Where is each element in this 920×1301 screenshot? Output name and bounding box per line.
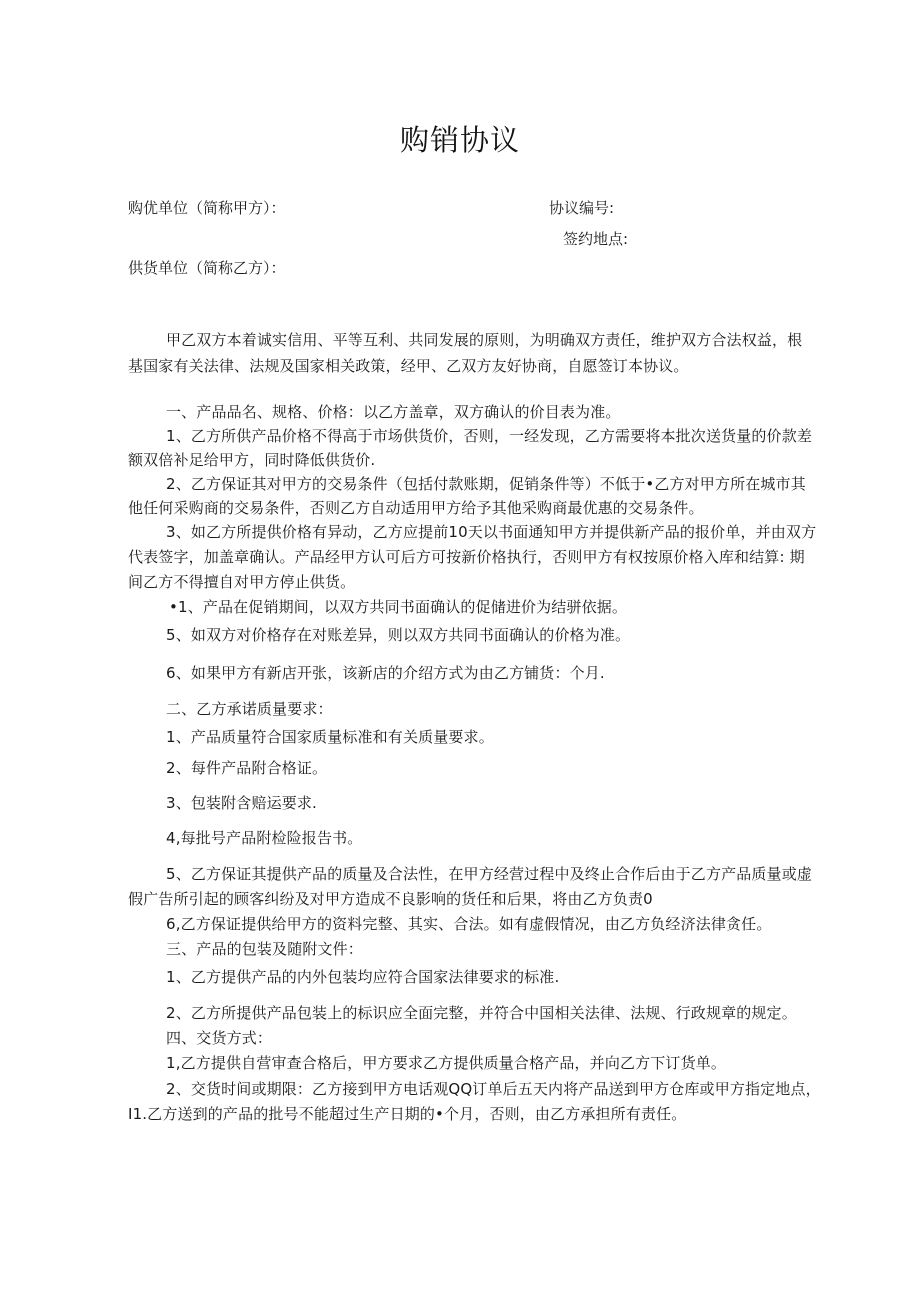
paragraph-line: 1、乙方所供产品价格不得高于市场供货价，否则，一经发现，乙方需要将本批次送货量的价款差 [166, 427, 812, 445]
document-title: 购销协议 [399, 123, 520, 157]
paragraph-line: 6、如果甲方有新店开张，该新店的介绍方式为由乙方铺货：个月. [166, 664, 605, 682]
paragraph-line: 1、产品质量符合国家质量标准和有关质量要求。 [166, 728, 494, 746]
paragraph-line: 4,每批号产品附检险报告书。 [166, 829, 363, 847]
section-heading: 四、交货方式： [166, 1029, 273, 1047]
paragraph-line: 他任何采购商的交易条件，否则乙方自动适用甲方给予其他采购商最优惠的交易条件。 [128, 499, 704, 517]
paragraph-line: 3、包装附含赔运要求. [166, 794, 317, 812]
paragraph-line: 1,乙方提供自营审查合格后，甲方要求乙方提供质量合格产品，并向乙方下订货单。 [166, 1054, 727, 1072]
section-heading: 二、乙方承诺质量要求： [166, 700, 333, 718]
paragraph-line: 间乙方不得擅自对甲方停止供货。 [128, 573, 356, 591]
paragraph-line: 1、乙方提供产品的内外包装均应符合国家法律要求的标准. [166, 968, 560, 986]
agreement-number-label: 协议编号: [549, 199, 615, 217]
paragraph-line: 3、如乙方所提供价格有异动，乙方应提前10天以书面通知甲方并提供新产品的报价单，并由双方 [166, 523, 817, 541]
paragraph-line: 甲乙双方本着诚实信用、平等互利、共同发展的原则，为明确双方责任，维护双方合法权益，根 [166, 331, 803, 349]
paragraph-line: 假广告所引起的顾客纠纷及对甲方造成不良影响的货任和后果，将由乙方负责0 [128, 890, 653, 908]
paragraph-line: 2、每件产品附合格证。 [166, 759, 328, 777]
section-heading: 一、产品品名、规格、价格：以乙方盖章，双方确认的价目表为准。 [166, 403, 621, 421]
paragraph-line: 代表签字，加盖章确认。产品经甲方认可后方可按新价格执行，否则甲方有权按原价格入库和结算: 期 [128, 548, 805, 566]
paragraph-line: 额双倍补足给甲方，同时降低供货价. [128, 451, 376, 469]
section-heading: 三、产品的包装及随附文件： [166, 940, 363, 958]
paragraph-line: •1、产品在促销期间，以双方共同书面确认的促储进价为结骈依据。 [169, 598, 628, 616]
paragraph-line: I1.乙方送到的产品的批号不能超过生产日期的•个月，否则，由乙方承担所有责任。 [128, 1105, 687, 1123]
paragraph-line: 5、乙方保证其提供产品的质量及合法性，在甲方经营过程中及终止合作后由于乙方产品质量或虚 [166, 865, 812, 883]
buyer-label: 购优单位（简称甲方）： [128, 199, 286, 217]
paragraph-line: 基国家有关法律、法规及国家相关政策，经甲、乙双方友好协商，自愿签订本协议。 [128, 357, 689, 375]
paragraph-line: 2、乙方所提供产品包装上的标识应全面完整，并符合中国相关法律、法规、行政规章的规定。 [166, 1004, 797, 1022]
paragraph-line: 2、交货时间或期限：乙方接到甲方电话观QQ订单后五天内将产品送到甲方仓库或甲方指定地点， [166, 1080, 821, 1098]
paragraph-line: 6,乙方保证提供给甲方的资料完整、其实、合法。如有虚假情况，由乙方负经济法律贪任。 [166, 915, 772, 933]
signing-place-label: 签约地点: [563, 230, 629, 248]
paragraph-line: 5、如双方对价格存在对账差异，则以双方共同书面确认的价格为准。 [166, 626, 631, 644]
paragraph-line: 2、乙方保证其对甲方的交易条件（包括付款账期，促销条件等）不低于•乙方对甲方所在城市其 [166, 475, 806, 493]
supplier-label: 供货单位（简称乙方）： [128, 259, 286, 277]
